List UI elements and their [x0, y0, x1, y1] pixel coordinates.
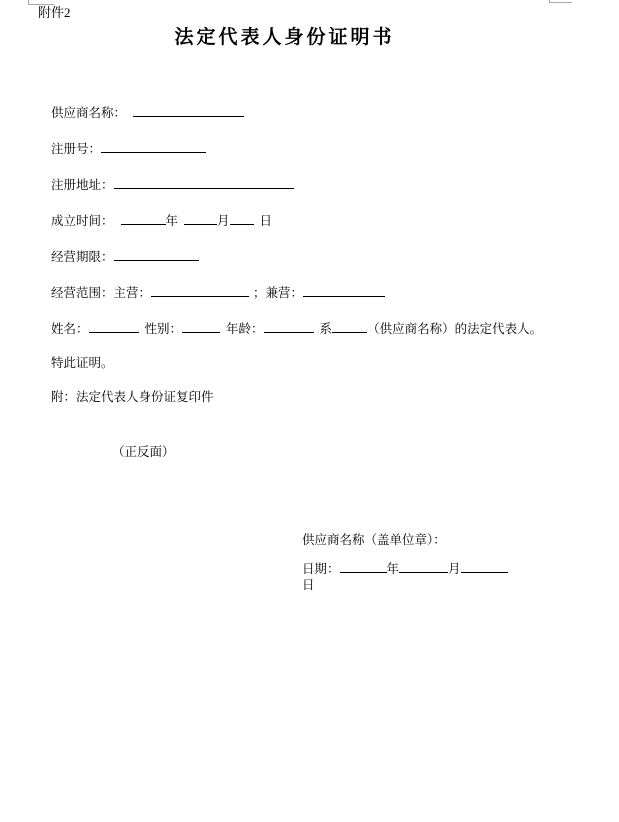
day-label: 日: [259, 214, 273, 228]
business-term-label: 经营期限：: [51, 250, 114, 264]
age-label: 年龄：: [226, 322, 264, 336]
registered-address-blank: [114, 175, 294, 189]
margin-corner-mark-top-left: [28, 0, 29, 5]
establishment-year-blank: [121, 211, 166, 225]
date-day-blank: [461, 559, 508, 573]
registration-number-row: [51, 139, 518, 157]
age-blank: [264, 319, 314, 333]
supplier-seal-label: 供应商名称（盖单位章）：: [302, 533, 446, 547]
date-month-blank: [399, 559, 448, 573]
month-label: 月: [448, 562, 461, 576]
document-page: [38, 0, 543, 593]
business-scope-main-label: 经营范围：主营：: [51, 286, 152, 300]
certify-statement: 特此证明。: [51, 356, 114, 370]
margin-corner-mark-top-right: [549, 2, 572, 3]
establishment-date-label: 成立时间：: [51, 214, 114, 228]
signature-date-row: [302, 559, 518, 593]
date-year-blank: [340, 559, 387, 573]
business-scope-side-label: ；兼营：: [253, 286, 304, 300]
registration-number-blank: [101, 139, 206, 153]
supplier-name-label: 供应商名称：: [51, 106, 127, 120]
establishment-date-row: [51, 211, 518, 229]
form-body: [51, 103, 543, 405]
name-label: 姓名：: [51, 322, 89, 336]
supplier-name-blank: [133, 103, 244, 117]
business-term-blank: [114, 247, 199, 261]
business-term-row: [51, 247, 518, 265]
supplier-ref-blank: [332, 319, 367, 333]
attachment-number-label: 附件2: [38, 5, 71, 20]
day-label: 日: [302, 578, 315, 592]
gender-label: 性别：: [144, 322, 183, 336]
signature-block: [302, 532, 518, 593]
business-scope-row: [51, 283, 518, 301]
name-blank: [89, 319, 139, 333]
both-sides-note: （正反面）: [112, 445, 175, 459]
registered-address-row: [51, 175, 518, 193]
registered-address-label: 注册地址：: [51, 178, 114, 192]
date-label: 日期：: [302, 562, 340, 576]
attachment-note: 附：法定代表人身份证复印件: [51, 390, 214, 404]
is-label: 系: [319, 322, 333, 336]
month-label: 月: [217, 214, 230, 228]
margin-corner-mark-top-right: [549, 0, 550, 3]
establishment-day-blank: [230, 211, 254, 225]
year-label: 年: [165, 214, 179, 228]
supplier-name-row: [51, 103, 518, 121]
document-title: 法定代表人身份证明书: [174, 27, 395, 48]
side-business-blank: [303, 283, 385, 297]
main-business-blank: [151, 283, 249, 297]
year-label: 年: [386, 562, 400, 576]
establishment-month-blank: [184, 211, 217, 225]
gender-blank: [182, 319, 220, 333]
legal-representative-row: [51, 319, 543, 337]
legal-representative-suffix: （供应商名称）的法定代表人。: [367, 322, 543, 336]
registration-number-label: 注册号：: [51, 142, 102, 156]
